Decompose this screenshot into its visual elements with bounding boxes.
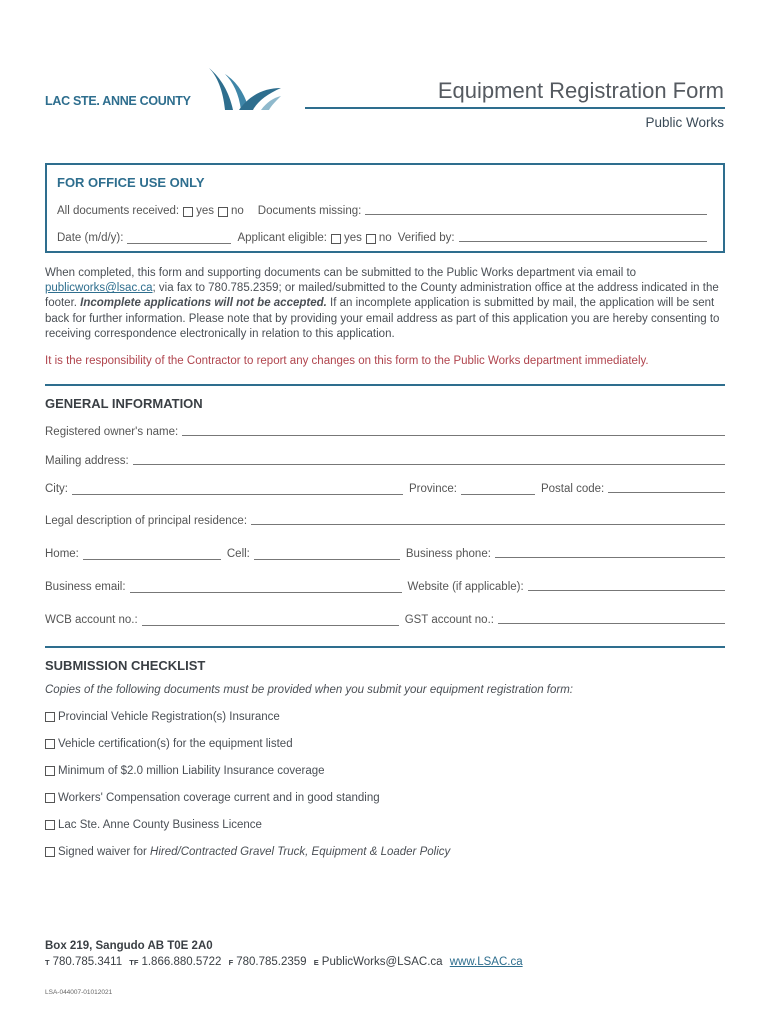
docs-received-no-checkbox[interactable] — [218, 207, 228, 217]
intro-text-2: ; via fax to 780.785.2359; or mailed/submitted to the County administration office at the address indicated in the footer. — [45, 282, 719, 310]
checklist-section-divider — [45, 646, 725, 648]
footer-address: Box 219, Sangudo AB T0E 2A0 — [45, 940, 213, 952]
checklist-item-label: Lac Ste. Anne County Business Licence — [58, 819, 262, 831]
website-label: Website (if applicable): — [407, 581, 524, 593]
city-field[interactable] — [72, 483, 403, 495]
office-use-title: FOR OFFICE USE ONLY — [57, 175, 205, 190]
date-field[interactable] — [127, 232, 231, 244]
province-label: Province: — [409, 483, 457, 495]
docs-missing-field[interactable] — [365, 203, 707, 215]
eligible-yes-label: yes — [343, 232, 362, 244]
tollfree-number: 1.866.880.5722 — [141, 956, 222, 968]
business-email-label: Business email: — [45, 581, 126, 593]
footer-contact — [45, 956, 523, 968]
checklist-item — [45, 765, 325, 777]
gst-label: GST account no.: — [404, 614, 494, 626]
business-phone-field[interactable] — [495, 546, 725, 558]
eligible-no-checkbox[interactable] — [366, 234, 376, 244]
footer-email: PublicWorks@LSAC.ca — [321, 956, 443, 968]
eligible-no-label: no — [378, 232, 392, 244]
checklist-item — [45, 711, 280, 723]
email-row — [45, 579, 725, 593]
business-email-field[interactable] — [130, 581, 402, 593]
checklist-item-label: Signed waiver for — [58, 846, 151, 858]
intro-paragraph — [45, 266, 725, 342]
gst-field[interactable] — [498, 612, 725, 624]
docs-received-yes-checkbox[interactable] — [183, 207, 193, 217]
checklist-item — [45, 792, 380, 804]
postal-field[interactable] — [608, 481, 725, 493]
date-label: Date (m/d/y): — [57, 232, 124, 244]
phone-key: T — [45, 958, 50, 967]
website-field[interactable] — [528, 579, 725, 591]
header — [0, 0, 770, 150]
postal-label: Postal code: — [540, 483, 605, 495]
owner-label: Registered owner's name: — [45, 426, 179, 438]
checklist-item — [45, 819, 262, 831]
phone-number: 780.785.3411 — [52, 956, 123, 968]
checklist-item — [45, 846, 450, 858]
wcb-field[interactable] — [142, 614, 399, 626]
home-label: Home: — [45, 548, 79, 560]
legal-row — [45, 513, 725, 527]
wcb-label: WCB account no.: — [45, 614, 138, 626]
owner-field[interactable] — [182, 424, 725, 436]
checklist-checkbox[interactable] — [45, 820, 55, 830]
home-field[interactable] — [83, 548, 221, 560]
title-divider — [305, 107, 725, 109]
applicant-eligible-label: Applicant eligible: — [237, 232, 327, 244]
form-title: Equipment Registration Form — [437, 78, 724, 103]
intro-text-3: If an incomplete application is submitted by mail, the application will be sent back for further information. Please note that by providing your email address as part of this application you are hereby consenting to receiving correspondence electronically in relation to this application. — [45, 297, 720, 340]
checklist-checkbox[interactable] — [45, 847, 55, 857]
verified-by-field[interactable] — [459, 230, 707, 242]
city-label: City: — [45, 483, 68, 495]
office-use-box — [45, 163, 725, 253]
office-row-documents — [57, 196, 713, 217]
eligible-yes-checkbox[interactable] — [331, 234, 341, 244]
office-row-verification — [57, 223, 713, 244]
fax-number: 780.785.2359 — [236, 956, 307, 968]
verified-by-label: Verified by: — [397, 232, 455, 244]
logo-text: LAC STE. ANNE COUNTY — [45, 94, 191, 108]
account-row — [45, 612, 725, 626]
checklist-checkbox[interactable] — [45, 739, 55, 749]
checklist-item-label: Workers' Compensation coverage current and in good standing — [58, 792, 380, 804]
website-link[interactable]: www.LSAC.ca — [449, 956, 523, 968]
tollfree-key: TF — [129, 958, 139, 967]
intro-warning: Incomplete applications will not be accepted. — [80, 297, 327, 310]
county-logo-icon — [203, 66, 283, 114]
docs-received-label: All documents received: — [57, 205, 180, 217]
checklist-instructions: Copies of the following documents must be provided when you submit your equipment registration form: — [45, 684, 573, 696]
checklist-checkbox[interactable] — [45, 766, 55, 776]
form-department: Public Works — [645, 115, 724, 130]
docs-received-yes-label: yes — [196, 205, 214, 217]
policy-name: Hired/Contracted Gravel Truck, Equipment & Loader Policy — [150, 846, 451, 858]
checklist-item — [45, 738, 293, 750]
mailing-field[interactable] — [133, 453, 725, 465]
cell-label: Cell: — [226, 548, 250, 560]
cell-field[interactable] — [254, 548, 400, 560]
owner-row — [45, 424, 725, 438]
checklist-item-label: Provincial Vehicle Registration(s) Insurance — [58, 711, 280, 723]
checklist-checkbox[interactable] — [45, 712, 55, 722]
docs-received-no-label: no — [231, 205, 244, 217]
contractor-notice: It is the responsibility of the Contractor to report any changes on this form to the Public Works department immediately. — [45, 355, 649, 367]
general-section-divider — [45, 384, 725, 386]
docs-missing-label: Documents missing: — [257, 205, 362, 217]
email-link[interactable]: publicworks@lsac.ca — [45, 282, 153, 295]
fax-key: F — [228, 958, 234, 967]
checklist-item-label: Vehicle certification(s) for the equipment listed — [58, 738, 293, 750]
intro-text-1: When completed, this form and supporting documents can be submitted to the Public Works department via email to — [45, 267, 637, 279]
general-section-title: GENERAL INFORMATION — [45, 396, 203, 411]
checklist-item-label: Minimum of $2.0 million Liability Insurance coverage — [58, 765, 325, 777]
legal-field[interactable] — [251, 513, 725, 525]
city-row — [45, 481, 725, 495]
legal-label: Legal description of principal residence: — [45, 515, 248, 527]
province-field[interactable] — [461, 483, 535, 495]
email-key: E — [313, 958, 319, 967]
phone-row — [45, 546, 725, 560]
form-code: LSA-044007-01012021 — [45, 989, 113, 996]
checklist-section-title: SUBMISSION CHECKLIST — [45, 658, 206, 673]
mailing-label: Mailing address: — [45, 455, 129, 467]
mailing-row — [45, 453, 725, 467]
checklist-checkbox[interactable] — [45, 793, 55, 803]
business-phone-label: Business phone: — [405, 548, 491, 560]
